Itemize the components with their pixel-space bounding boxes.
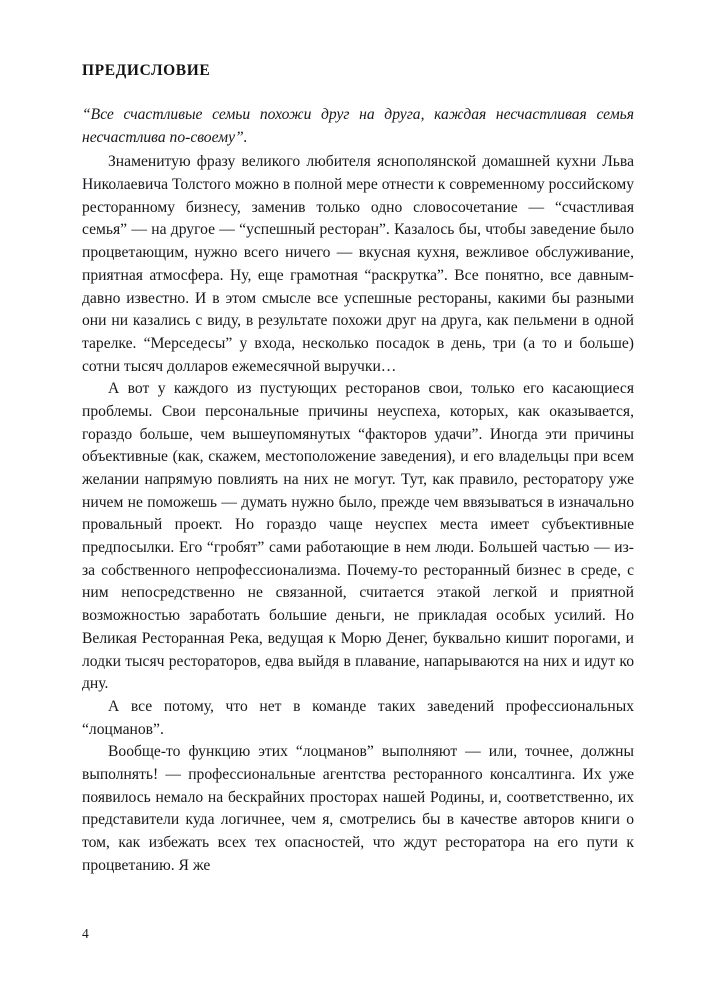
page-body [82,104,634,877]
body-paragraph: Вообще-то функцию этих “лоцманов” выполняют — или, точнее, должны выполнять! — профессиональные агентства ресторанного консалтинга. Их уже появилось немало на бескрайних просторах нашей Родины, и, соответственно, их представители куда логичнее, чем я, смотрелись бы в качестве авторов книги о том, как избежать всех тех опасностей, что ждут ресторатора на его пути к процветанию. Я же [82,743,634,874]
epigraph: “Все счастливые семьи похожи друг на друга, каждая несчастливая семья несчастлива по-своему”. [82,106,634,146]
body-paragraph: Знаменитую фразу великого любителя яснополянской домашней кухни Льва Николаевича Толстого можно в полной мере отнести к современному российскому ресторанному бизнесу, заменив только одно словосочетание — “счастливая семья” — на другое — “успешный ресторан”. Казалось бы, чтобы заведение было процветающим, нужно всего ничего — вкусная кухня, вежливое обслуживание, приятная атмосфера. Ну, еще грамотная “раскрутка”. Все понятно, все давным-давно известно. И в этом смысле все успешные рестораны, какими бы разными они ни казались с виду, в результате похожи друг на друга, как пельмени в одной тарелке. “Мерседесы” у входа, несколько посадок в день, три (а то и больше) сотни тысяч долларов ежемесячной выручки… [82,153,634,375]
body-paragraph: А вот у каждого из пустующих ресторанов свои, только его касающиеся проблемы. Свои персональные причины неуспеха, которых, как оказывается, гораздо больше, чем вышеупомянутых “факторов удачи”. Иногда эти причины объективные (как, скажем, местоположение заведения), и его владельцы при всем желании напрямую повлиять на них не могут. Тут, как правило, ресторатору уже ничем не поможешь — думать нужно было, прежде чем ввязываться в изначально провальный проект. Но гораздо чаще неуспех места имеет субъективные предпосылки. Его “гробят” сами работающие в нем люди. Большей частью — из-за собственного непрофессионализма. Почему-то ресторанный бизнес в среде, с ним непосредственно не связанной, считается этакой легкой и приятной возможностью заработать большие деньги, не прикладая особых усилий. Но Великая Ресторанная Река, ведущая к Морю Денег, буквально кишит порогами, и лодки тысяч рестораторов, едва выйдя в плавание, напарываются на них и идут ко дну. [82,380,634,693]
page-number: 4 [82,926,89,941]
page-title: ПРЕДИСЛОВИЕ [82,62,211,79]
body-paragraph: А все потому, что нет в команде таких заведений профессиональных “лоцманов”. [82,697,634,738]
